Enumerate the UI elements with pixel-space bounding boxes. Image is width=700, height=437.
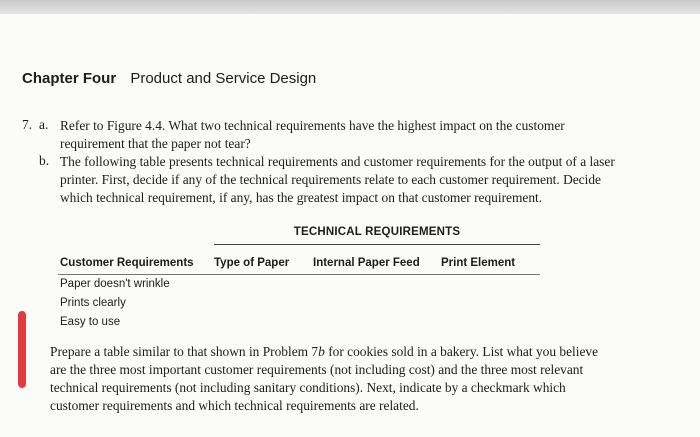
requirements-table [58,226,540,336]
col-print-element: Print Element [441,257,516,269]
red-highlight-mark [18,311,26,388]
question-number: 7. [22,117,33,132]
table-row: Prints clearly [60,297,126,309]
problem-8-text [50,343,610,415]
problem-8-text-after: for cookies sold in a bakery. List what you believe are the three most important customer requirements (not including cost) and the three most relevant technical requirements (not including sanitary conditions). Next, indicate by a checkmark which customer requirements and which technical requirements are related. [50,344,599,413]
problem-8-ref: b [318,344,325,359]
column-rule [58,274,540,275]
table-row: Paper doesn't wrinkle [60,278,170,290]
col-customer-requirements: Customer Requirements [60,257,194,269]
col-type-of-paper: Type of Paper [214,257,290,269]
problem-8-text-before: Prepare a table similar to that shown in Problem 7 [50,344,319,359]
header-rule [214,244,540,245]
table-row: Easy to use [60,316,121,328]
chapter-title: Product and Service Design [130,70,317,87]
part-a-text: Refer to Figure 4.4. What two technical requirements have the highest impact on the customer requirement that the paper not tear? [60,118,565,151]
col-internal-paper-feed: Internal Paper Feed [313,257,420,269]
chapter-label: Chapter Four [22,70,117,87]
part-a-letter: a. [39,117,49,132]
part-b-letter: b. [39,153,50,168]
part-b-text: The following table presents technical requirements and customer requirements for the output of a laser printer. First, decide if any of the technical requirements relate to each customer requirement. Decide which technical requirement, if any, has the greatest impact on that customer requirement. [60,154,615,205]
chapter-header [22,70,316,87]
technical-requirements-header: TECHNICAL REQUIREMENTS [293,226,461,238]
top-shadow-band [0,0,700,14]
